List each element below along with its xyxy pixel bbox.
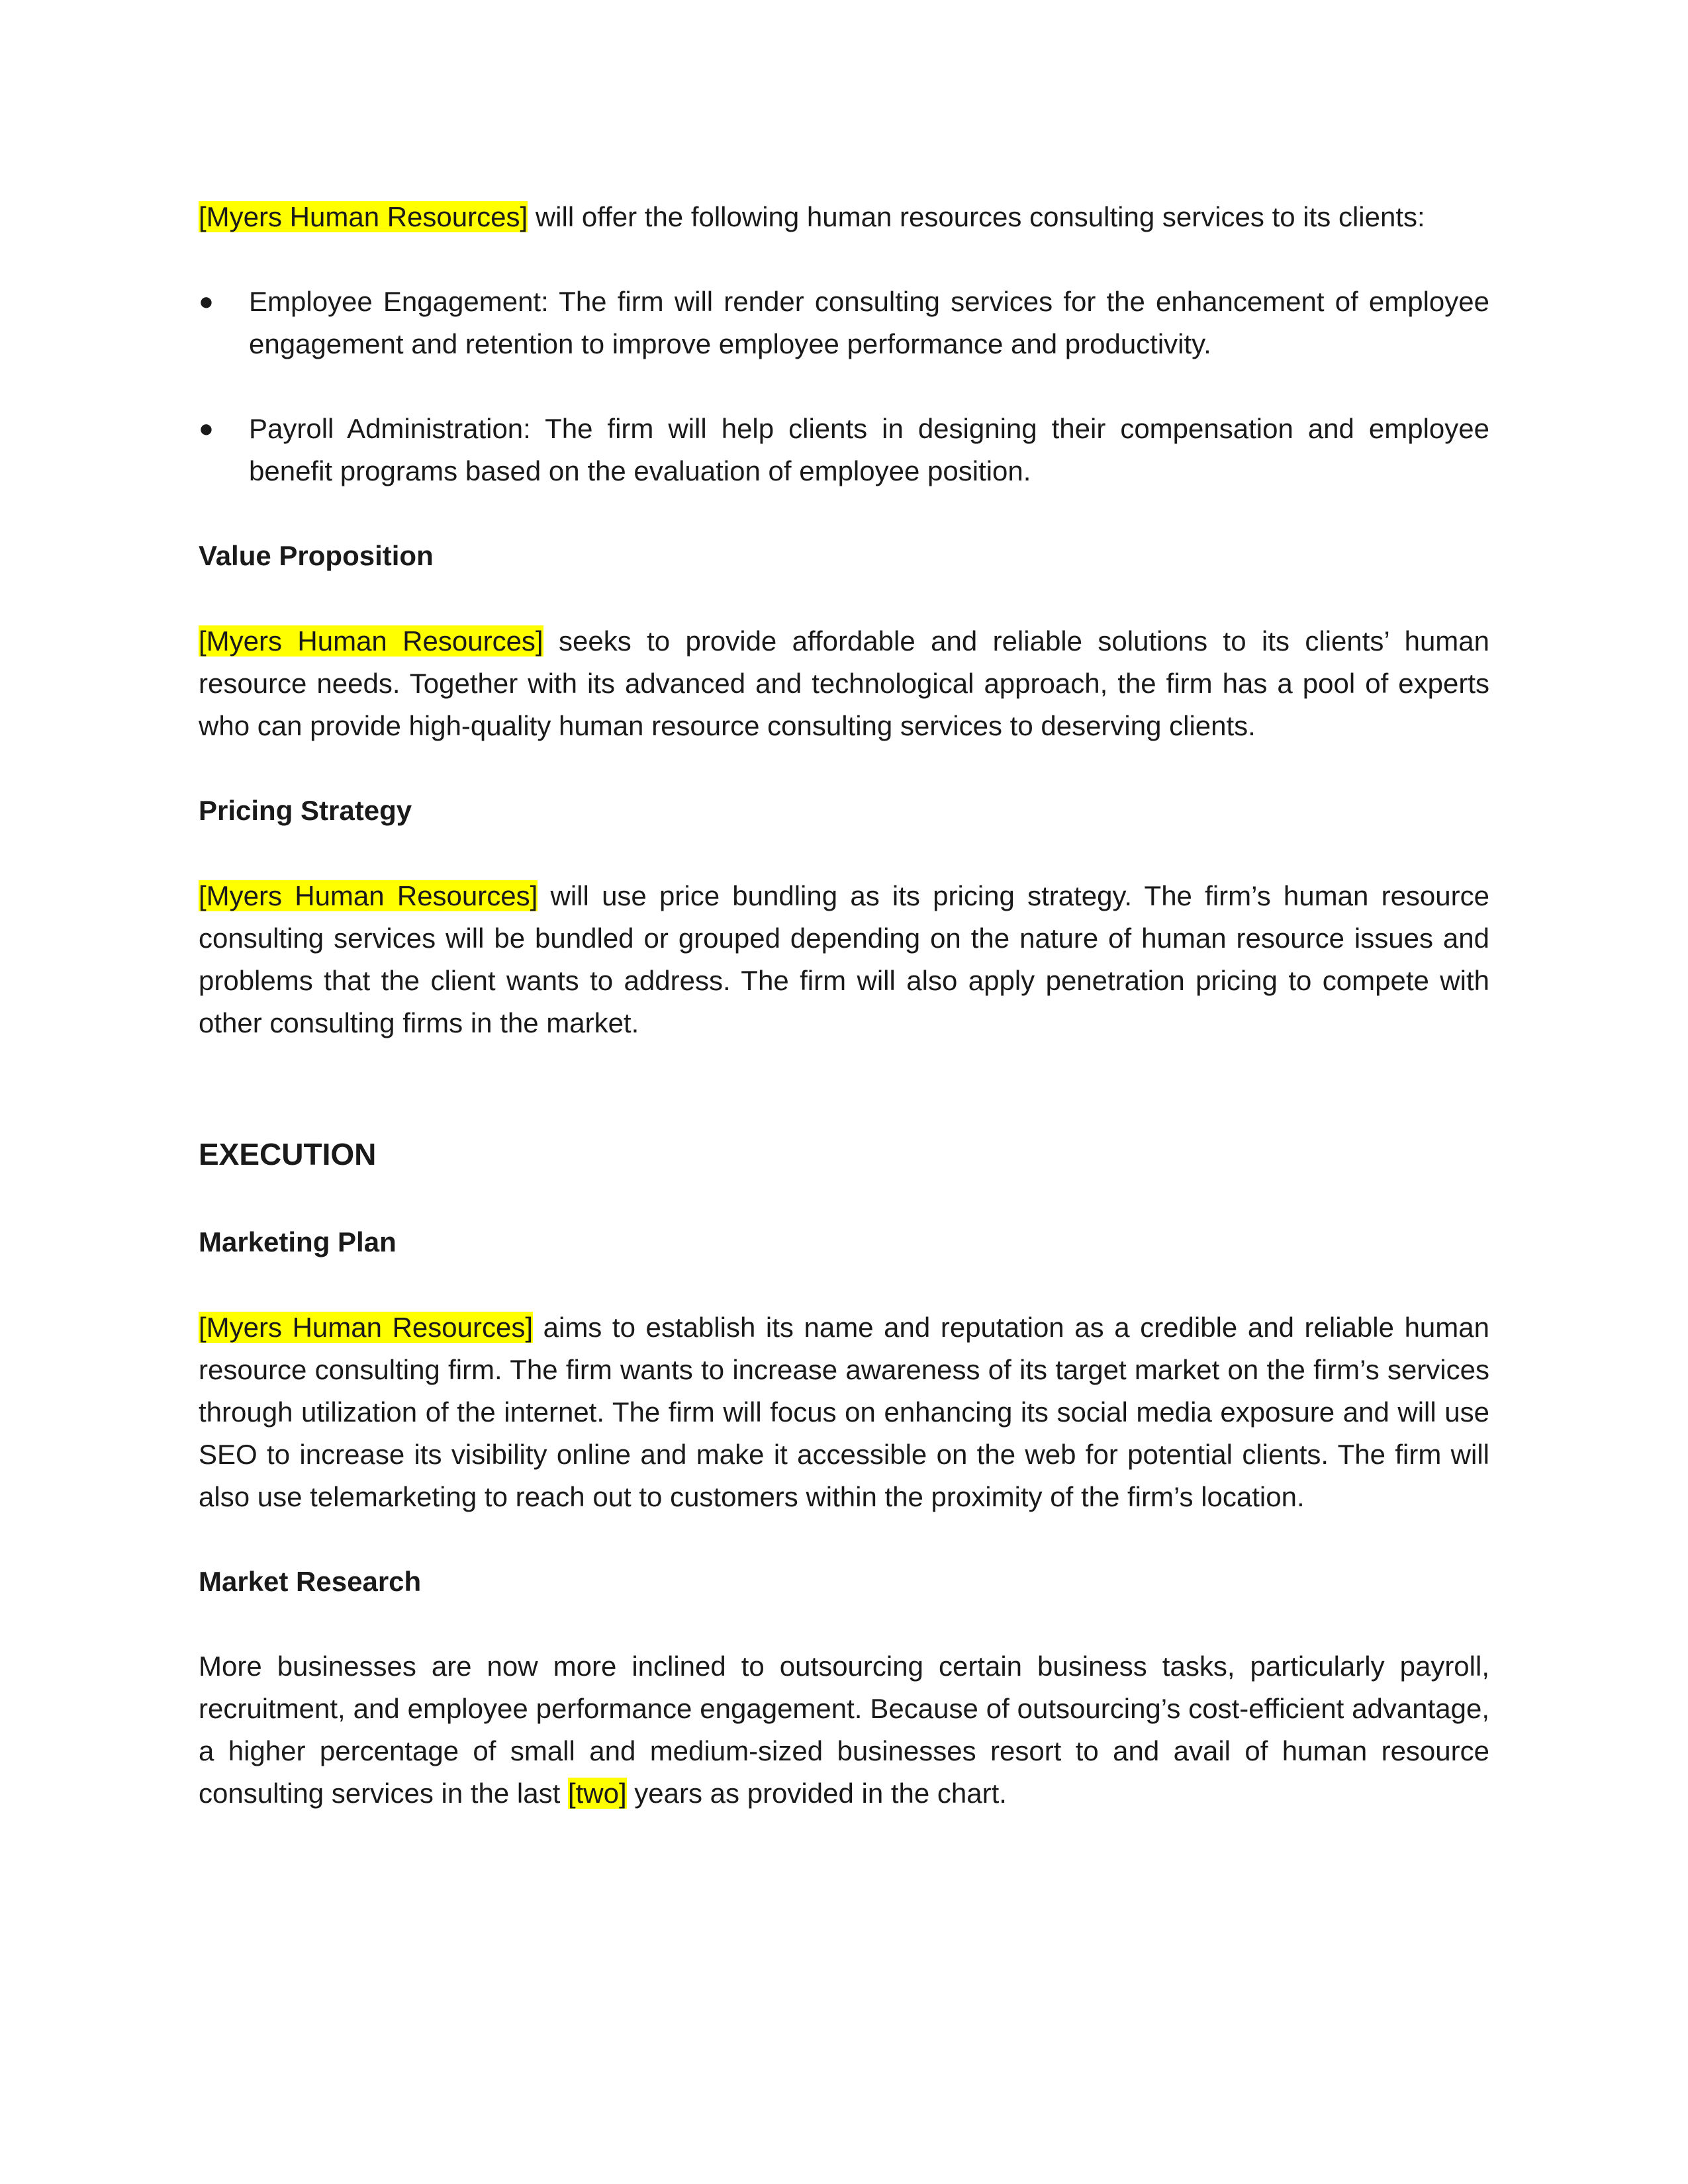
pricing-strategy-text: will use price bundling as its pricing strategy. The firm’s human resource consulting services will be bundled or grouped depending on the nature of human resource issues and problems that the client wants to address. The firm will also apply penetration pricing to compete with other consulting firms in the market.: [199, 880, 1489, 1038]
company-name-highlight: [Myers Human Resources]: [199, 201, 528, 232]
pricing-strategy-heading: Pricing Strategy: [199, 795, 412, 826]
market-research-text: More businesses are now more inclined to outsourcing certain business tasks, particularly payroll, recruitment, and employee performance engagement. Because of outsourcing’s cost-efficient advantage, a higher percentage of small and medium-sized businesses resort to and avail of human resource consulting services in the last: [199, 1651, 1489, 1809]
bullet-icon: ●: [199, 415, 214, 443]
service-payroll-text: Payroll Administration: The firm will help clients in designing their compensation and employee benefit programs based on the evaluation of employee position.: [249, 413, 1489, 486]
intro-paragraph: [199, 196, 1489, 238]
value-proposition-paragraph: [199, 620, 1489, 747]
execution-heading: EXECUTION: [199, 1137, 377, 1171]
marketing-plan-heading: Marketing Plan: [199, 1226, 397, 1257]
bullet-icon: ●: [199, 288, 214, 316]
marketing-plan-text: aims to establish its name and reputation as a credible and reliable human resource consulting firm. The firm wants to increase awareness of its target market on the firm’s services through utilization of the internet. The firm will focus on enhancing its social media exposure and will use SEO to increase its visibility online and make it accessible on the web for potential clients. The firm will also use telemarketing to reach out to customers within the proximity of the firm’s location.: [199, 1312, 1489, 1512]
company-name-highlight: [Myers Human Resources]: [199, 1312, 534, 1343]
market-research-paragraph: [199, 1645, 1489, 1815]
value-proposition-text: seeks to provide affordable and reliable solutions to its clients’ human resource needs. Together with its advanced and technological approach, the firm has a pool of experts who can provide high-quality human resource consulting services to deserving clients.: [199, 625, 1490, 741]
company-name-highlight: [Myers Human Resources]: [199, 880, 538, 911]
marketing-plan-paragraph: [199, 1306, 1489, 1518]
market-research-text-end: years as provided in the chart.: [626, 1778, 1007, 1809]
service-engagement-text: Employee Engagement: The firm will render consulting services for the enhancement of employee engagement and retention to improve employee performance and productivity.: [249, 286, 1489, 359]
pricing-strategy-paragraph: [199, 875, 1489, 1044]
market-research-heading: Market Research: [199, 1566, 422, 1597]
company-name-highlight: [Myers Human Resources]: [199, 625, 543, 657]
value-proposition-heading: Value Proposition: [199, 540, 434, 571]
years-highlight: [two]: [567, 1778, 627, 1809]
intro-text: will offer the following human resources consulting services to its clients:: [528, 201, 1425, 232]
